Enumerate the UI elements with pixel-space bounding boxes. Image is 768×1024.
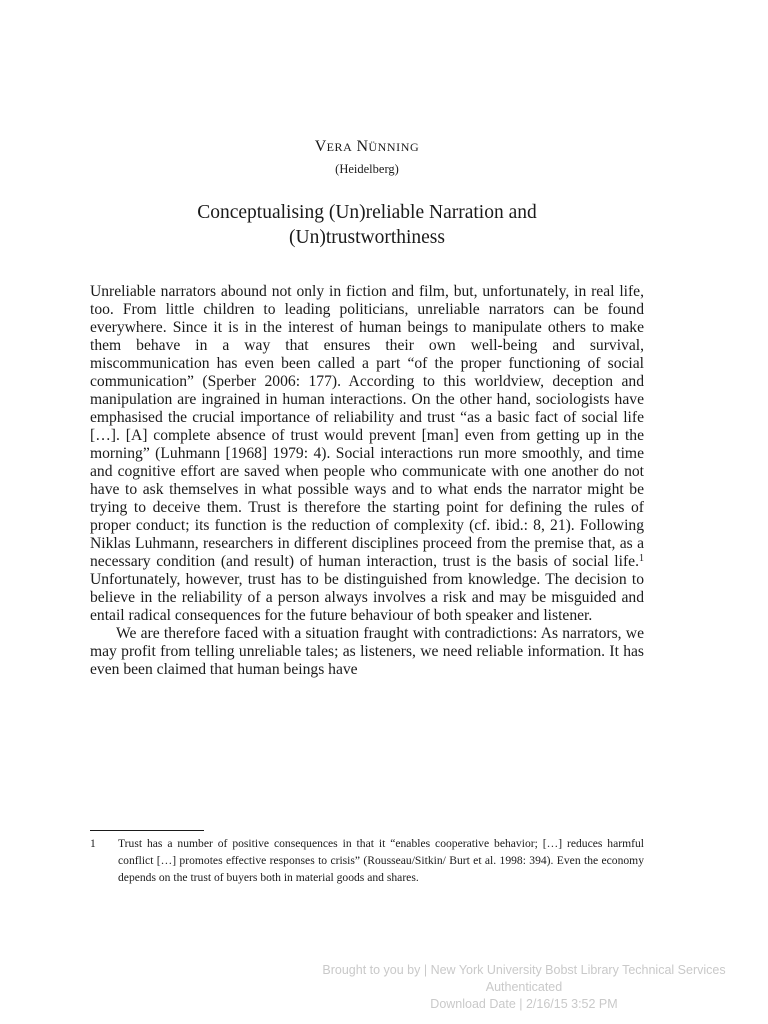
paragraph-1-continuation: Unfortunately, however, trust has to be distinguished from knowledge. The decision to believe in the reliability of a person always involves a risk and may be misguided and entail radical consequences for the future behaviour of both speaker and listener. bbox=[90, 571, 644, 624]
footnote-reference: 1 bbox=[639, 553, 644, 564]
article-body bbox=[90, 283, 644, 679]
author-first-rest: ERA bbox=[326, 140, 353, 154]
paragraph-2: We are therefore faced with a situation fraught with contradictions: As narrators, we may profit from telling unreliable tales; as listeners, we need reliable information. It has even been claimed that human beings have bbox=[90, 625, 644, 678]
title-line-1: Conceptualising (Un)reliable Narration and bbox=[197, 202, 537, 223]
author-first-initial: V bbox=[314, 138, 327, 155]
access-watermark bbox=[280, 962, 768, 1013]
author-name bbox=[0, 138, 734, 156]
author-affiliation: (Heidelberg) bbox=[335, 162, 399, 176]
watermark-line-1: Brought to you by | New York University Bobst Library Technical Services bbox=[322, 963, 726, 977]
author-last-rest: ÜNNING bbox=[368, 140, 420, 154]
watermark-line-3: Download Date | 2/16/15 3:52 PM bbox=[430, 997, 618, 1011]
footnote-divider bbox=[90, 830, 204, 831]
article-title bbox=[0, 200, 734, 250]
footnote-number: 1 bbox=[90, 837, 96, 850]
author-last-initial: N bbox=[356, 138, 369, 155]
paragraph-1 bbox=[90, 283, 644, 625]
footnote bbox=[90, 835, 644, 886]
footnote-text: Trust has a number of positive consequences in that it “enables cooperative behavior; […] reduces harmful conflict […] promotes effective responses to crisis” (Rousseau/Sitkin/ Burt et al. 1998: 394). Even the economy depends on the trust of buyers both in material goods and shares. bbox=[118, 837, 644, 884]
watermark-line-2: Authenticated bbox=[485, 980, 563, 994]
paragraph-1-text: Unreliable narrators abound not only in fiction and film, but, unfortunately, in real life, too. From little children to leading politicians, unreliable narrators can be found everywhere. Since it is in the interest of human beings to manipulate others to make them behave in a way that ensures their own well-being and survival, miscommunication has even been called a part “of the proper functioning of social communication” (Sperber 2006: 177). According to this worldview, deception and manipulation are ingrained in human interactions. On the other hand, sociologists have emphasised the crucial importance of reliability and trust “as a basic fact of social life […]. [A] complete absence of trust would prevent [man] even from getting up in the morning” (Luhmann [1968] 1979: 4). Social interactions run more smoothly, and time and cognitive effort are saved when people who communicate with one another do not have to ask themselves in what possible ways and to what ends the narrator might be trying to deceive them. Trust is therefore the starting point for defining the rules of proper conduct; its function is the reduction of complexity (cf. ibid.: 8, 21). Following Niklas Luhmann, researchers in different disciplines proceed from the premise that, as a necessary condition (and result) of human interaction, trust is the basis of social life. bbox=[90, 283, 644, 570]
title-line-2: (Un)trustworthiness bbox=[289, 227, 445, 248]
